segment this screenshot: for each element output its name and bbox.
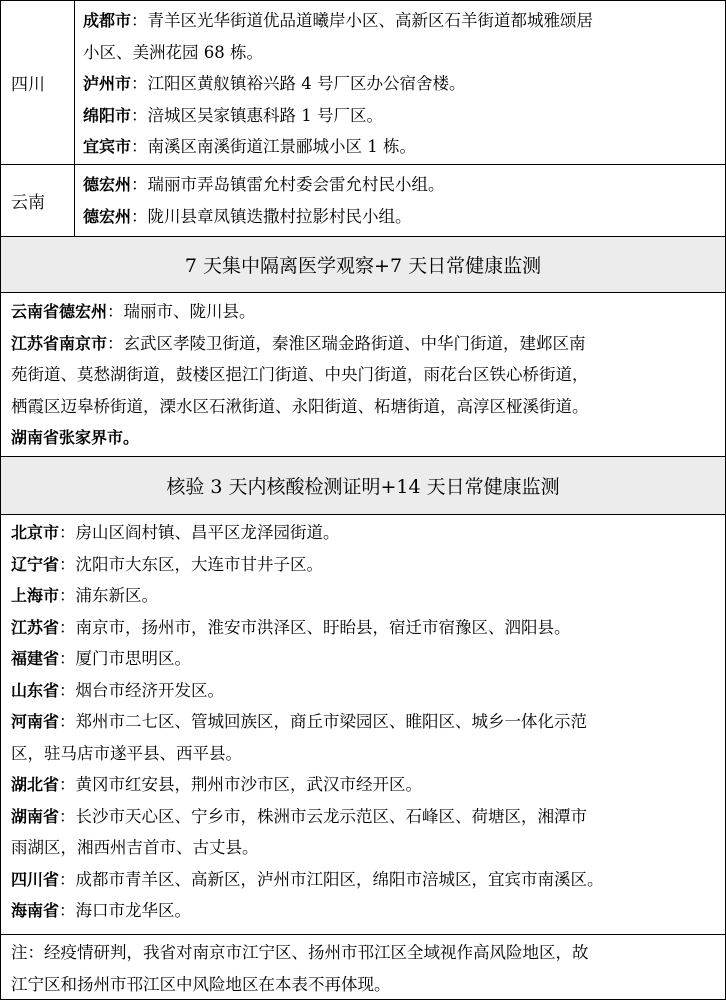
entry-list — [11, 517, 717, 927]
entry-label: 北京市 — [11, 523, 60, 542]
entry-line — [11, 706, 717, 738]
entry-line — [11, 643, 717, 675]
entry-text: ：厦门市思明区。 — [59, 649, 192, 668]
entry-label: 成都市 — [83, 11, 132, 30]
entry-text: ：成都市青羊区、高新区，泸州市江阳区，绵阳市涪城区，宜宾市南溪区。 — [59, 869, 604, 889]
entry-line — [83, 169, 717, 201]
note-row — [1, 935, 725, 999]
section-body — [1, 515, 725, 935]
entry-text: ：烟台市经济开发区。 — [59, 680, 225, 700]
entry-text: ：沈阳市大东区，大连市甘井子区。 — [59, 554, 324, 574]
entry-line — [11, 580, 717, 612]
entry-label: 江苏省南京市 — [11, 333, 108, 353]
section-body — [1, 293, 725, 457]
note-line: 注：经疫情研判，我省对南京市江宁区、扬州市邗江区全域视作高风险地区，故 — [11, 943, 589, 962]
entry-label: 宜宾市 — [83, 137, 132, 156]
section-title: 核验 3 天内核酸检测证明+14 天日常健康监测 — [166, 476, 560, 498]
entry-text: ：青羊区光华街道优品道曦岸小区、高新区石羊街道都城雅颂居 — [131, 11, 594, 30]
entry-line — [11, 296, 717, 328]
section-title: 7 天集中隔离医学观察+7 天日常健康监测 — [184, 255, 542, 277]
entry-label: 湖北省 — [11, 775, 60, 794]
sichuan-row — [1, 1, 725, 165]
city-list — [75, 5, 725, 163]
note — [11, 937, 717, 1000]
note-line: 江宁区和扬州市邗江区中风险地区在本表不再体现。 — [11, 974, 391, 994]
section-header — [1, 457, 725, 515]
entry-text: ：南溪区南溪街道江景郦城小区 1 栋。 — [131, 137, 417, 156]
yunnan-row — [1, 165, 725, 237]
entry-label: 上海市 — [11, 586, 60, 605]
entry-label: 河南省 — [11, 712, 60, 731]
entry-text: ：黄冈市红安县，荆州市沙市区，武汉市经开区。 — [59, 775, 423, 794]
entry-label: 湖南省张家界市。 — [11, 428, 140, 447]
section-header — [1, 237, 725, 293]
entry-label: 江苏省 — [11, 617, 60, 637]
entry-label: 四川省 — [11, 869, 60, 889]
city-list — [75, 169, 725, 232]
entry-text: 区，驻马店市遂平县、西平县。 — [11, 743, 242, 763]
entry-label: 云南省德宏州 — [11, 302, 108, 321]
entry-text: ：南京市，扬州市，淮安市洪泽区、盱眙县，宿迁市宿豫区、泗阳县。 — [59, 617, 571, 637]
entry-text: ：涪城区吴家镇惠科路 1 号厂区。 — [131, 105, 384, 125]
province-cell: 四川 — [1, 1, 75, 164]
entry-line — [11, 895, 717, 927]
entry-line — [11, 864, 717, 896]
entry-label: 福建省 — [11, 649, 60, 668]
entry-text: ：海口市龙华区。 — [59, 901, 192, 920]
entry-text: ：瑞丽市弄岛镇雷允村委会雷允村民小组。 — [131, 175, 445, 194]
entry-list — [11, 296, 717, 454]
entry-line-cont — [11, 359, 717, 391]
entry-text: ：郑州市二七区、管城回族区，商丘市梁园区、睢阳区、城乡一体化示范 — [59, 712, 588, 731]
entry-line — [83, 131, 717, 163]
entry-line-cont — [83, 37, 717, 69]
entry-text: ：房山区阎村镇、昌平区龙泽园街道。 — [59, 523, 340, 542]
entry-line — [11, 328, 717, 360]
entry-line — [11, 612, 717, 644]
entry-line — [83, 5, 717, 37]
entry-text: ：瑞丽市、陇川县。 — [107, 302, 256, 321]
entry-line — [11, 422, 717, 454]
entry-label: 德宏州 — [83, 175, 132, 194]
entry-text: 小区、美洲花园 68 栋。 — [83, 42, 263, 62]
entry-label: 辽宁省 — [11, 554, 60, 574]
entry-text: 苑街道、莫愁湖街道，鼓楼区挹江门街道、中央门街道，雨花台区铁心桥街道， — [11, 365, 589, 384]
entry-text: 栖霞区迈皋桥街道，溧水区石湫街道、永阳街道、柘塘街道，高淳区桠溪街道。 — [11, 396, 589, 416]
entry-line — [11, 517, 717, 549]
entry-label: 湖南省 — [11, 806, 60, 826]
entry-line — [83, 68, 717, 100]
entry-text: ：浦东新区。 — [59, 586, 159, 605]
entry-label: 德宏州 — [83, 206, 132, 226]
entry-text: ：陇川县章凤镇迭撒村拉影村民小组。 — [131, 206, 412, 226]
entry-text: ：长沙市天心区、宁乡市，株洲市云龙示范区、石峰区、荷塘区，湘潭市 — [59, 806, 588, 826]
entry-text: ：玄武区孝陵卫街道，秦淮区瑞金路街道、中华门街道，建邺区南 — [107, 333, 586, 353]
province-cell: 云南 — [1, 165, 75, 236]
entry-line — [11, 801, 717, 833]
entry-label: 山东省 — [11, 680, 60, 700]
entry-line — [11, 675, 717, 707]
entry-line — [83, 100, 717, 132]
entry-line-cont — [11, 832, 717, 864]
entry-line — [11, 549, 717, 581]
entry-label: 泸州市 — [83, 74, 132, 93]
entry-line-cont — [11, 391, 717, 423]
entry-line — [11, 769, 717, 801]
entry-text: ：江阳区黄舣镇裕兴路 4 号厂区办公宿舍楼。 — [131, 74, 466, 93]
entry-line-cont — [11, 738, 717, 770]
entry-label: 海南省 — [11, 901, 60, 920]
entry-line — [83, 201, 717, 233]
entry-label: 绵阳市 — [83, 105, 132, 125]
entry-text: 雨湖区，湘西州吉首市、古丈县。 — [11, 838, 259, 857]
